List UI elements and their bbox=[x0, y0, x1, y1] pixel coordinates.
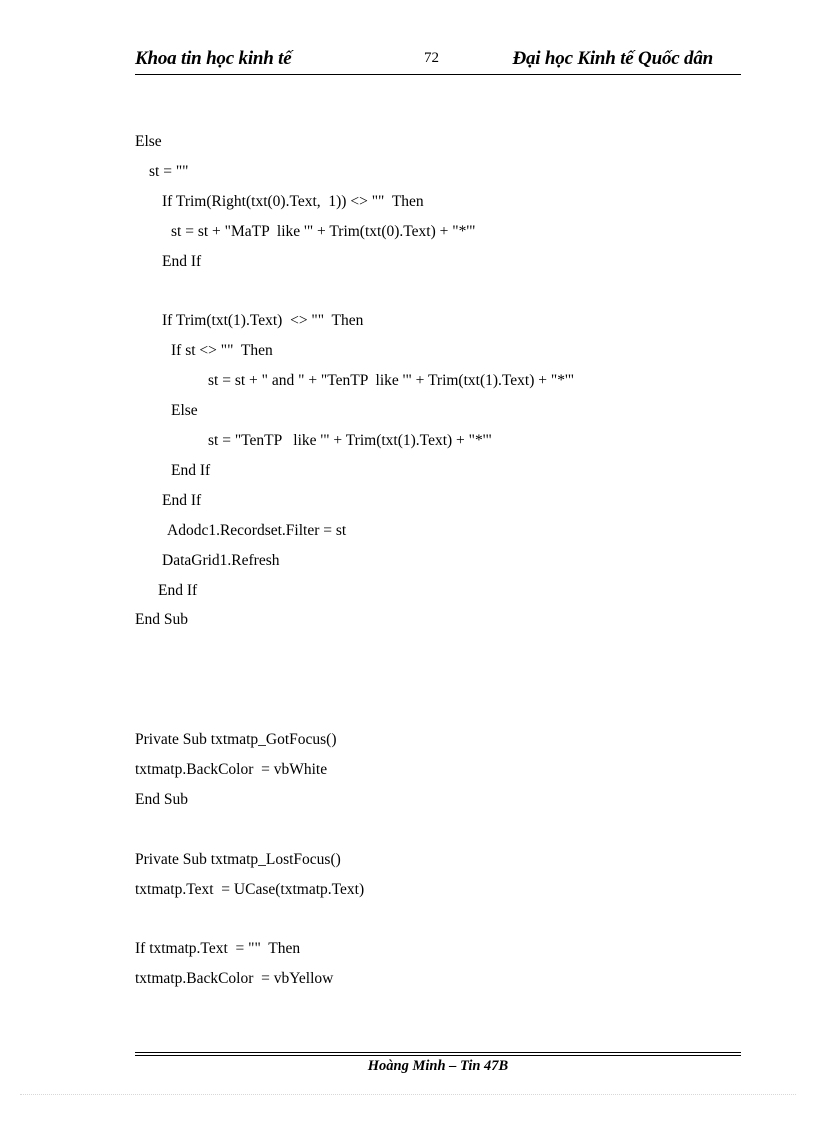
code-line: txtmatp.Text = UCase(txtmatp.Text) bbox=[135, 881, 365, 898]
code-line: Else bbox=[171, 402, 198, 419]
code-line: If Trim(txt(1).Text) <> "" Then bbox=[162, 312, 364, 329]
university-name: Đại học Kinh tế Quốc dân bbox=[512, 48, 713, 69]
code-line: st = st + "MaTP like '" + Trim(txt(0).Text) + "*'" bbox=[171, 223, 476, 240]
code-line: If txtmatp.Text = "" Then bbox=[135, 940, 301, 957]
code-line: Adodc1.Recordset.Filter = st bbox=[167, 522, 347, 539]
code-line: st = "" bbox=[149, 163, 189, 180]
code-line: End Sub bbox=[135, 791, 188, 808]
code-line: st = st + " and " + "TenTP like '" + Trim(txt(1).Text) + "*'" bbox=[208, 372, 575, 389]
page-edge-divider bbox=[20, 1094, 796, 1095]
footer-divider bbox=[135, 1055, 741, 1056]
footer-author: Hoàng Minh – Tin 47B bbox=[367, 1058, 509, 1074]
code-line: End If bbox=[162, 492, 202, 509]
code-line: txtmatp.BackColor = vbYellow bbox=[135, 970, 334, 987]
code-line: DataGrid1.Refresh bbox=[162, 552, 280, 569]
code-line: st = "TenTP like '" + Trim(txt(1).Text) + "*'" bbox=[208, 432, 492, 449]
page-header bbox=[135, 44, 741, 75]
code-line: txtmatp.BackColor = vbWhite bbox=[135, 761, 328, 778]
code-line: Private Sub txtmatp_LostFocus() bbox=[135, 851, 341, 868]
code-line: Private Sub txtmatp_GotFocus() bbox=[135, 731, 337, 748]
code-line: If Trim(Right(txt(0).Text, 1)) <> "" Then bbox=[162, 193, 424, 210]
code-line: If st <> "" Then bbox=[171, 342, 273, 359]
code-line: End Sub bbox=[135, 611, 188, 628]
faculty-name: Khoa tin học kinh tế bbox=[135, 48, 292, 69]
footer-divider bbox=[135, 1052, 741, 1053]
code-line: Else bbox=[135, 133, 162, 150]
page-number: 72 bbox=[424, 50, 439, 66]
code-line: End If bbox=[162, 253, 202, 270]
code-line: End If bbox=[158, 582, 198, 599]
code-line: End If bbox=[171, 462, 211, 479]
